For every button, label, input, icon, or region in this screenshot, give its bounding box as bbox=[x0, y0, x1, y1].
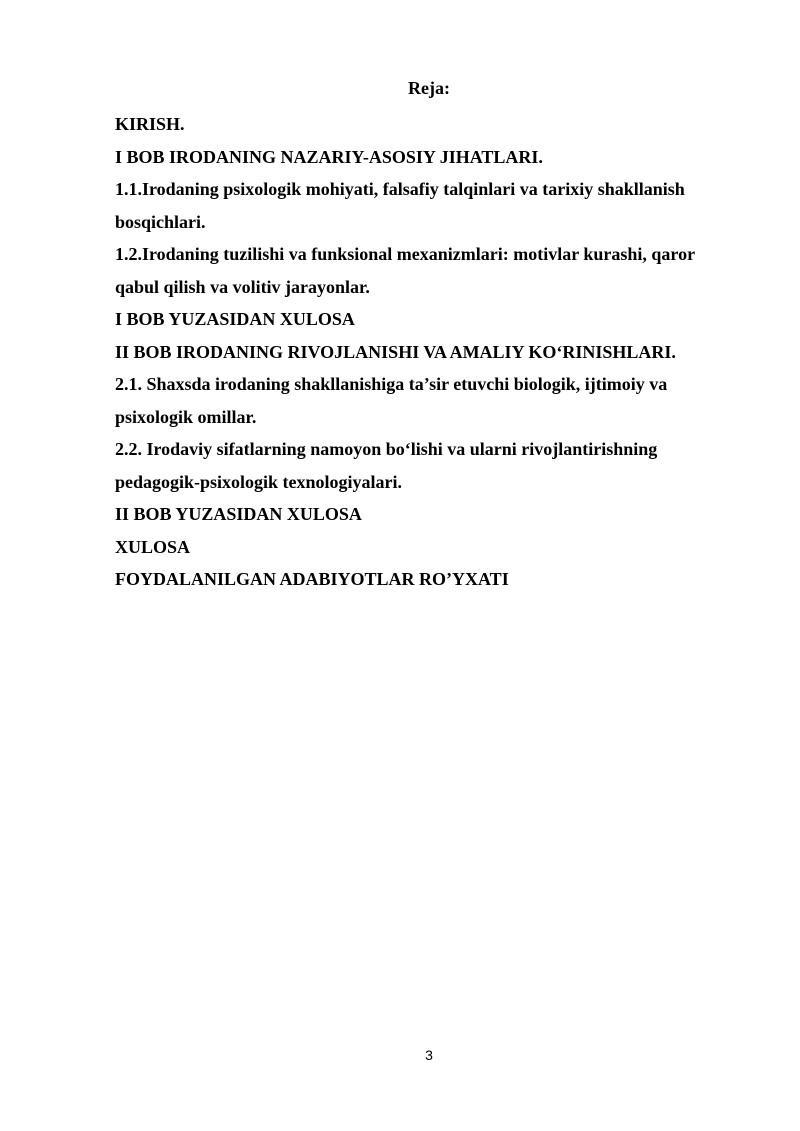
toc-entry-chapter-2: II BOB IRODANING RIVOJLANISHI VA AMALIY KO‘RINISHLARI. bbox=[115, 341, 676, 362]
toc-entry-chapter-2-conclusion: II BOB YUZASIDAN XULOSA bbox=[115, 504, 362, 524]
toc-entry-chapter-1: I BOB IRODANING NAZARIY-ASOSIY JIHATLARI. bbox=[115, 146, 543, 167]
toc-entry-references: FOYDALANILGAN ADABIYOTLAR RO’YXATI bbox=[115, 569, 509, 589]
table-of-contents bbox=[115, 108, 730, 596]
page-number: 3 bbox=[425, 1047, 433, 1063]
toc-entry-introduction: KIRISH. bbox=[115, 114, 185, 134]
toc-entry-section-2-1: 2.1. Shaxsda irodaning shakllanishiga ta’sir etuvchi biologik, ijtimoiy va psixologik omillar. bbox=[115, 374, 668, 427]
toc-entry-section-2-2: 2.2. Irodaviy sifatlarning namoyon bo‘lishi va ularni rivojlantirishning pedagogik-psixologik texnologiyalari. bbox=[115, 439, 658, 492]
toc-entry-section-1-1: 1.1.Irodaning psixologik mohiyati, falsafiy talqinlari va tarixiy shakllanish bosqichlari. bbox=[115, 179, 685, 232]
page-title: Reja: bbox=[408, 78, 450, 98]
toc-entry-chapter-1-conclusion: I BOB YUZASIDAN XULOSA bbox=[115, 309, 355, 329]
toc-entry-section-1-2: 1.2.Irodaning tuzilishi va funksional mexanizmlari: motivlar kurashi, qaror qabul qilish va volitiv jarayonlar. bbox=[115, 244, 695, 297]
toc-entry-conclusion: XULOSA bbox=[115, 536, 191, 557]
